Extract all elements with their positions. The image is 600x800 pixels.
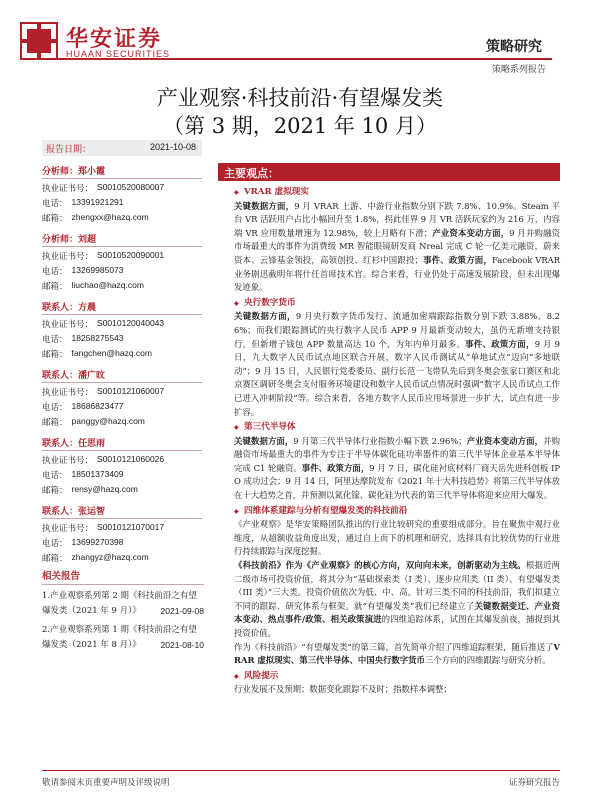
cert-label: 执业证书号：	[42, 524, 94, 534]
analyst-card	[42, 300, 202, 360]
mail-label: 邮箱：	[42, 282, 68, 292]
analyst-card	[42, 368, 202, 428]
analyst-role: 联系人：	[42, 303, 79, 313]
tel-number: 18258275543	[71, 333, 124, 343]
tel-label: 电话：	[42, 267, 68, 277]
main-views-title: 主要观点：	[224, 167, 279, 180]
related-report-item[interactable]	[42, 589, 204, 619]
cert-label: 执业证书号：	[42, 320, 94, 330]
footer-disclaimer: 敬请参阅末页重要声明及评级说明	[42, 778, 170, 788]
analyst-role: 联系人：	[42, 371, 79, 381]
email-link[interactable]: zhangyz@hazq.com	[71, 552, 149, 562]
mail-label: 邮箱：	[42, 554, 68, 564]
report-header	[0, 0, 600, 75]
tel-label: 电话：	[42, 471, 68, 481]
header-divider	[20, 58, 552, 60]
email-link[interactable]: fangchen@hazq.com	[71, 348, 152, 358]
main-views-header	[218, 163, 560, 181]
footer-divider	[42, 770, 560, 771]
cert-number: S0010520080007	[97, 182, 165, 192]
related-report-date: 2021-09-08	[160, 606, 204, 616]
analyst-role: 联系人：	[42, 439, 79, 449]
analyst-card	[42, 504, 202, 564]
analyst-name: 潘广旼	[78, 371, 106, 381]
mail-label: 邮箱：	[42, 486, 68, 496]
related-report-text: 2.产业观察系列第 1 期《科技前沿之有望爆发类（2021 年 8 月）》	[42, 625, 197, 650]
report-date-value: 2021-10-08	[149, 142, 196, 152]
section-title-methodology: ◆ 四维体系建踪与分析有望爆发类的科技前沿	[234, 505, 560, 519]
report-subtitle: （第 3 期，2021 年 10 月）	[163, 114, 437, 138]
tel-label: 电话：	[42, 199, 68, 209]
logo-chinese-text: 华安证券	[66, 26, 163, 52]
tel-number: 18501373409	[71, 469, 124, 479]
analyst-name: 张运智	[78, 507, 106, 517]
email-link[interactable]: liuchao@hazq.com	[71, 280, 144, 290]
email-link[interactable]: rensy@hazq.com	[71, 484, 138, 494]
analyst-list	[42, 164, 202, 564]
paragraph: 作为《科技前沿》“有望爆发类”的第三篇，首先简单介绍了四维追踪框架，随后推送了VRAR 虚拟现实、第三代半导体、中国央行数字货币三个方向的四维跟踪与研究分析。	[234, 641, 560, 666]
cert-number: S0010520090001	[97, 250, 165, 260]
analyst-role: 联系人：	[42, 507, 79, 517]
tel-number: 13391921291	[71, 197, 124, 207]
footer-report-type: 证券研究报告	[508, 778, 560, 788]
report-title: 产业观察·科技前沿·有望爆发类	[156, 86, 444, 110]
paragraph: 关键数据方面，9 月 VRAR 上游、中游行业指数分别下跌 7.8%、10.9%。Steam 平台 VR 活跃用户占比小幅回升至 1.8%，拐此佳界 9 月 VR 活跃玩家约为 216 万，内容端 VR 应用数量增速为 12.98%，较上月略有下滑；产业资本变动方面，9 月并购融资市场最重大的事件为消费级 MR 智能眼镜研发商 Nreal 完成 C 轮一亿美元融资，蔚来资本、云锋基金领投，高领创投、红杉中国跟投；事件、政策方面，Facebook VRAR 业务剧迅截明年将什任首席技术官。综合来看，行业仍处于高速发展阶段，但未出现爆发迹象。	[234, 200, 561, 293]
analyst-name: 刘超	[78, 235, 97, 245]
analyst-role: 分析师：	[42, 167, 79, 177]
paragraph: 关键数据方面，9 月央行数字货币发行、流通加密端跟踪指数分别下跌 3.88%、8.26%；而我们跟踪测试的央行数字人民币 APP 9 月最新变动较大，虽仍无新增支持银行，但新增子钱包 APP 数量高达 10 个，为年内单月最多。事件、政策方面，9 月 9 日，九大数字人民币试点地区联合开展，数字人民币测试从“单地试点”迈向“多地联动”；9 月 15 日，人民银行党委委员、副行长范一飞带队先后到冬奥会张家口赛区和北京赛区调研冬奥会支付服务环境建设和数字人民币试点情况时强调“数字人民币试点工作已进入冲刺阶段”等。综合来看，各地方数字人民币应用场景进一步扩大，试点有进一步扩容。	[234, 311, 561, 417]
section-title-digital-currency: ◆ 央行数字货币	[234, 297, 560, 311]
paragraph: 关键数据方面，9 月第三代半导体行业指数小幅下跌 2.96%；产业资本变动方面，并购融资市场最重大的事件为专注于半导体碳化硅功率器件的第三代半导体企业基本半导体完成 C1 轮融资。事件、政策方面，9 月 7 日，碳化硅衬底材料厂商天岳先进科创板 IPO 成功过会；9 月 14 日，阿里达摩院发布《2021 年十大科技趋势》将第三代半导体放在十大趋势之首，并预测以氮化镓、碳化硅为代表的第三代半导体将迎来应用大爆发。	[234, 435, 561, 501]
logo-english-text: HUAAN SECURITIES	[66, 49, 171, 59]
tel-number: 18686823477	[71, 401, 124, 411]
sidebar	[42, 140, 202, 564]
mail-label: 邮箱：	[42, 214, 68, 224]
analyst-card	[42, 232, 202, 292]
cert-label: 执业证书号：	[42, 388, 94, 398]
related-report-date: 2021-08-10	[160, 640, 204, 650]
analyst-role: 分析师：	[42, 235, 79, 245]
analyst-name: 方晨	[78, 303, 97, 313]
series-label: 策略系列报告	[491, 65, 546, 75]
main-content	[234, 184, 560, 697]
mail-label: 邮箱：	[42, 350, 68, 360]
tel-number: 13699270398	[71, 537, 124, 547]
tel-label: 电话：	[42, 403, 68, 413]
related-report-item[interactable]	[42, 623, 204, 653]
analyst-name: 任思雨	[78, 439, 106, 449]
analyst-name: 郑小霞	[78, 167, 106, 177]
paragraph: 行业发展不及预期；数据变化跟踪不及时；指数样本调整；	[234, 684, 452, 695]
cert-number: S0010121060026	[97, 454, 165, 464]
email-link[interactable]: panggy@hazq.com	[71, 416, 145, 426]
related-reports	[42, 568, 204, 653]
cert-label: 执业证书号：	[42, 456, 94, 466]
cert-label: 执业证书号：	[42, 184, 94, 194]
related-reports-title: 相关报告	[42, 568, 204, 585]
related-report-text: 1.产业观察系列第 2 期《科技前沿之有望爆发类（2021 年 9 月）》	[42, 591, 197, 616]
logo-mark-icon	[20, 22, 58, 60]
section-title-vrar: ◆ VRAR 虚拟现实	[234, 186, 560, 200]
paragraph: 《科技前沿》作为《产业观察》的核心方向，双向向未来，创新驱动为主线。根据近两二级市场可投资价值，将其分为“基础探索类（I 类）、逐步应用类（II 类）、有望爆发类（III 类）”三大类。投资价值依次为低、中、高。针对三类不同的科技前沿，我们拟建立不同的跟踪、研究体系与框架。就“有望爆发类”我们已经建立了关键数据变迁、产业资本变动、热点事件/政策、相关政策演进的四维追踪体系，试图在其爆发前夜，捕捉到其投资价值。	[234, 560, 561, 638]
cert-label: 执业证书号：	[42, 252, 94, 262]
section-title-risk: ◆ 风险提示	[234, 670, 560, 684]
paragraph: 《产业观察》是华安策略团队推出的行业比较研究的重要组成部分。旨在聚焦中观行业维度，从超额收益角度出发，通过自上而下的机理和研究，选择具有比较优势的行业进行持续跟踪与深度挖掘。	[234, 519, 560, 557]
report-date-label: 报告日期：	[46, 145, 92, 155]
tel-number: 13269985073	[71, 265, 124, 275]
email-link[interactable]: zhengxx@hazq.com	[71, 212, 149, 222]
section-title-semiconductor: ◆ 第三代半导体	[234, 421, 560, 435]
report-date	[42, 140, 202, 156]
mail-label: 邮箱：	[42, 418, 68, 428]
tel-label: 电话：	[42, 539, 68, 549]
analyst-card	[42, 436, 202, 496]
report-type: 策略研究	[486, 39, 542, 55]
cert-number: S0010120040043	[97, 318, 165, 328]
cert-number: S0010121060007	[97, 386, 165, 396]
tel-label: 电话：	[42, 335, 68, 345]
cert-number: S0010121070017	[97, 522, 165, 532]
analyst-card	[42, 164, 202, 224]
